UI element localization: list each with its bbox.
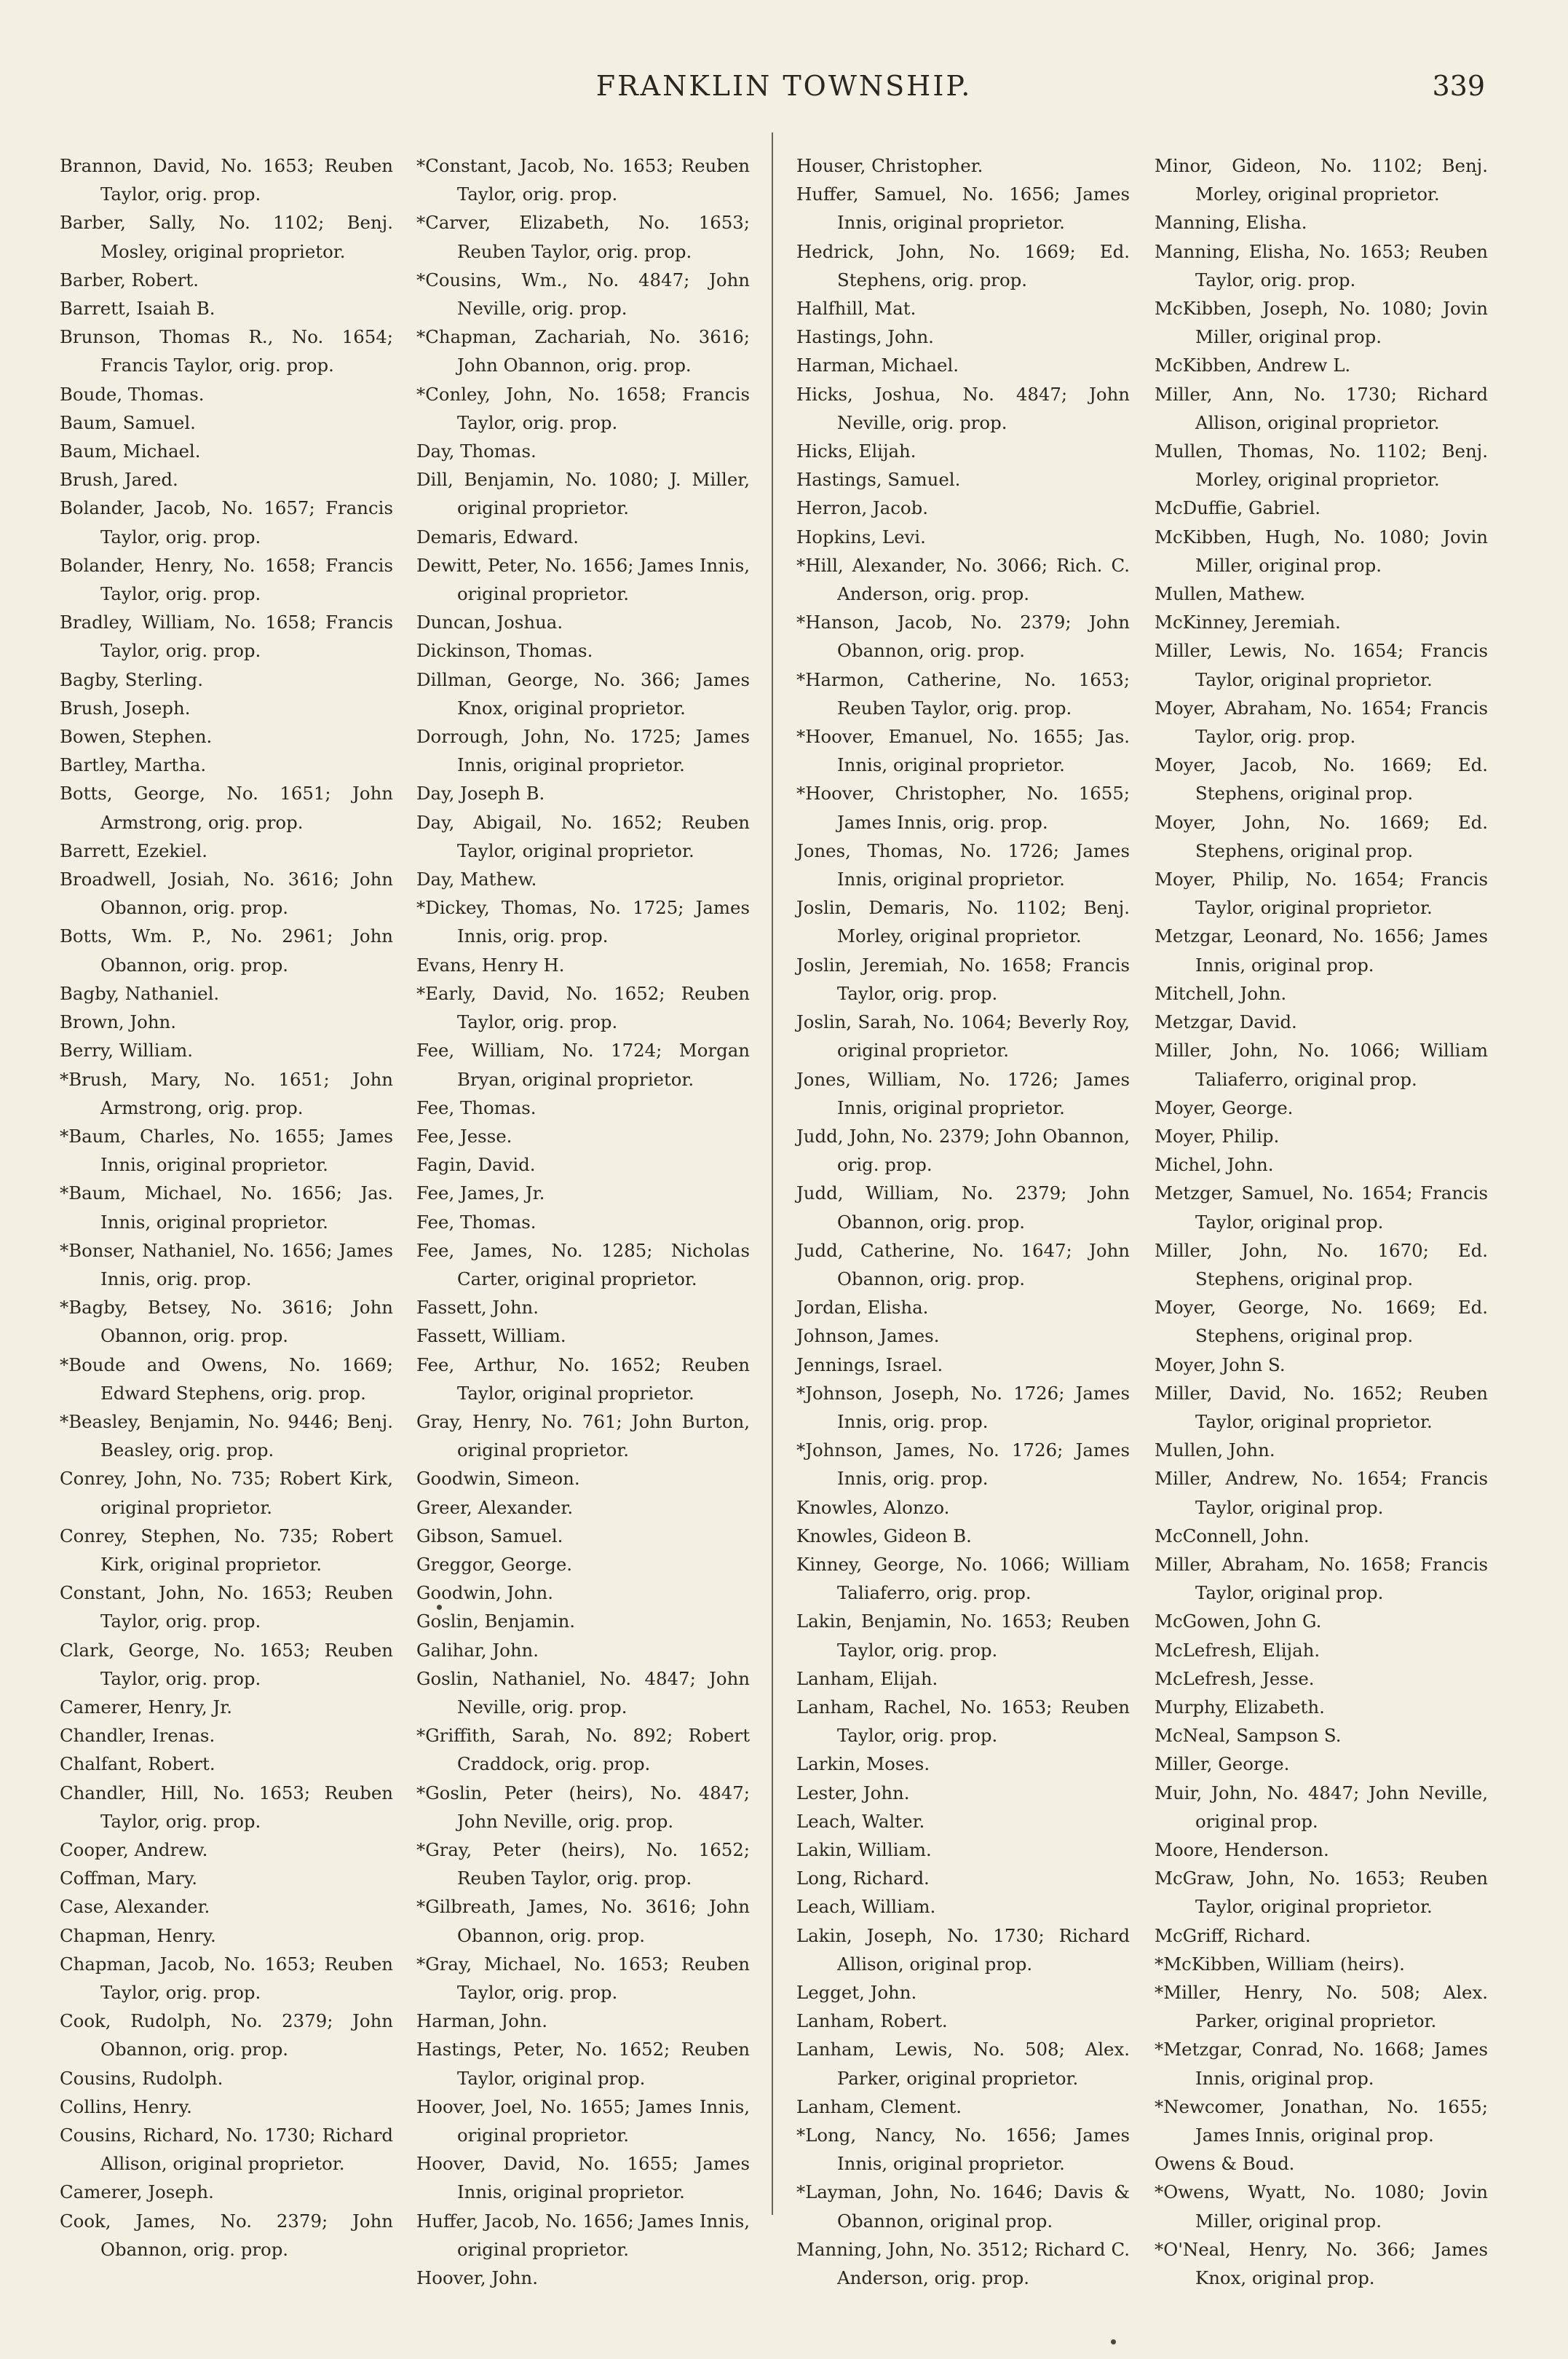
directory-entry: *Johnson, Joseph, No. 1726; James Innis, orig. prop. bbox=[796, 1382, 1130, 1432]
directory-entry: Larkin, Moses. bbox=[796, 1753, 930, 1775]
directory-entry: Barber, Sally, No. 1102; Benj. Mosley, original proprietor. bbox=[60, 212, 393, 262]
directory-entry: Fee, James, Jr. bbox=[416, 1182, 545, 1204]
directory-entry: Boude, Thomas. bbox=[60, 383, 205, 405]
directory-entry: Camerer, Henry, Jr. bbox=[60, 1696, 232, 1718]
directory-entry: Halfhill, Mat. bbox=[796, 298, 916, 320]
directory-entry: Johnson, James. bbox=[796, 1325, 940, 1347]
directory-entry: Galihar, John. bbox=[416, 1639, 539, 1661]
directory-entry: *Baum, Michael, No. 1656; Jas. Innis, original proprietor. bbox=[60, 1182, 393, 1233]
directory-entry: Clark, George, No. 1653; Reuben Taylor, orig. prop. bbox=[60, 1639, 393, 1689]
directory-entry: Mullen, Thomas, No. 1102; Benj. Morley, original proprietor. bbox=[1155, 440, 1488, 491]
directory-entry: *Gray, Peter (heirs), No. 1652; Reuben Taylor, orig. prop. bbox=[416, 1838, 750, 1889]
column-2 bbox=[416, 151, 750, 2292]
directory-entry: Joslin, Sarah, No. 1064; Beverly Roy, original proprietor. bbox=[796, 1011, 1130, 1062]
directory-entry: Fassett, William. bbox=[416, 1325, 566, 1347]
directory-entry: Judd, John, No. 2379; John Obannon, orig. prop. bbox=[796, 1125, 1130, 1176]
directory-entry: Moyer, Jacob, No. 1669; Ed. Stephens, original prop. bbox=[1155, 754, 1488, 805]
directory-entry: Fee, William, No. 1724; Morgan Bryan, original proprietor. bbox=[416, 1040, 750, 1090]
directory-entry: Joslin, Jeremiah, No. 1658; Francis Taylor, orig. prop. bbox=[796, 954, 1130, 1004]
directory-entry: Cousins, Richard, No. 1730; Richard Allison, original proprietor. bbox=[60, 2125, 393, 2175]
directory-entry: Goslin, Benjamin. bbox=[416, 1611, 576, 1632]
directory-entry: Day, Mathew. bbox=[416, 869, 537, 890]
directory-entry: Miller, John, No. 1670; Ed. Stephens, original prop. bbox=[1155, 1239, 1488, 1289]
directory-entry: Hicks, Elijah. bbox=[796, 440, 916, 462]
column-3 bbox=[796, 151, 1130, 2292]
directory-entry: Hoover, John. bbox=[416, 2267, 538, 2289]
directory-entry: *Miller, Henry, No. 508; Alex. Parker, original proprietor. bbox=[1155, 1982, 1488, 2032]
directory-entry: Dill, Benjamin, No. 1080; J. Miller, original proprietor. bbox=[416, 469, 750, 519]
directory-entry: McKibben, Andrew L. bbox=[1155, 355, 1351, 376]
directory-entry: Leach, William. bbox=[796, 1896, 936, 1918]
directory-entry: Leach, Walter. bbox=[796, 1810, 925, 1832]
directory-entry: Lester, John. bbox=[796, 1782, 910, 1803]
directory-entry: Legget, John. bbox=[796, 1982, 917, 2003]
directory-entry: Miller, Ann, No. 1730; Richard Allison, original proprietor. bbox=[1155, 383, 1488, 433]
directory-entry: Lakin, William. bbox=[796, 1838, 932, 1860]
directory-entry: Fee, Jesse. bbox=[416, 1125, 512, 1147]
directory-entry: McLefresh, Jesse. bbox=[1155, 1667, 1315, 1689]
directory-entry: Judd, William, No. 2379; John Obannon, orig. prop. bbox=[796, 1182, 1130, 1233]
directory-entry: Lanham, Clement. bbox=[796, 2095, 962, 2117]
directory-entry: Case, Alexander. bbox=[60, 1896, 210, 1918]
directory-entry: Moyer, Abraham, No. 1654; Francis Taylor, orig. prop. bbox=[1155, 697, 1488, 748]
directory-entry: Brunson, Thomas R., No. 1654; Francis Taylor, orig. prop. bbox=[60, 326, 393, 376]
directory-entry: *Johnson, James, No. 1726; James Innis, orig. prop. bbox=[796, 1439, 1130, 1490]
column-divider bbox=[772, 133, 773, 2215]
directory-entry: Moyer, Philip. bbox=[1155, 1125, 1280, 1147]
directory-entry: Mullen, Mathew. bbox=[1155, 583, 1306, 605]
column-1 bbox=[60, 151, 393, 2264]
directory-entry: *Owens, Wyatt, No. 1080; Jovin Miller, original prop. bbox=[1155, 2181, 1488, 2232]
directory-entry: Barber, Robert. bbox=[60, 269, 199, 291]
directory-entry: Collins, Henry. bbox=[60, 2095, 192, 2117]
directory-entry: *Harmon, Catherine, No. 1653; Reuben Taylor, orig. prop. bbox=[796, 668, 1130, 719]
directory-entry: Lanham, Elijah. bbox=[796, 1667, 938, 1689]
directory-entry: McGowen, John G. bbox=[1155, 1611, 1322, 1632]
directory-entry: Bagby, Nathaniel. bbox=[60, 982, 220, 1004]
directory-entry: Fee, James, No. 1285; Nicholas Carter, original proprietor. bbox=[416, 1239, 750, 1289]
directory-entry: McKinney, Jeremiah. bbox=[1155, 612, 1341, 633]
directory-entry: Baum, Michael. bbox=[60, 440, 201, 462]
directory-entry: Bartley, Martha. bbox=[60, 754, 207, 776]
directory-entry: Cook, James, No. 2379; John Obannon, orig. prop. bbox=[60, 2210, 393, 2260]
directory-entry: Coffman, Mary. bbox=[60, 1868, 198, 1889]
directory-entry: Knowles, Alonzo. bbox=[796, 1496, 950, 1518]
directory-entry: Goodwin, John. bbox=[416, 1582, 553, 1604]
page-number: 339 bbox=[1432, 70, 1485, 102]
directory-entry: Owens & Boud. bbox=[1155, 2153, 1295, 2175]
directory-entry: *Boude and Owens, No. 1669; Edward Stephens, orig. prop. bbox=[60, 1354, 393, 1404]
directory-entry: Dillman, George, No. 366; James Knox, original proprietor. bbox=[416, 668, 750, 719]
directory-entry: *Brush, Mary, No. 1651; John Armstrong, orig. prop. bbox=[60, 1068, 393, 1118]
directory-entry: Gray, Henry, No. 761; John Burton, original proprietor. bbox=[416, 1410, 750, 1461]
directory-entry: Metzgar, Leonard, No. 1656; James Innis, original prop. bbox=[1155, 925, 1488, 976]
directory-entry: Barrett, Isaiah B. bbox=[60, 298, 215, 320]
directory-entry: Bowen, Stephen. bbox=[60, 726, 213, 748]
directory-entry: Chapman, Henry. bbox=[60, 1924, 216, 1946]
directory-entry: Day, Joseph B. bbox=[416, 783, 545, 805]
directory-entry: Fagin, David. bbox=[416, 1154, 536, 1176]
directory-entry: Moyer, George. bbox=[1155, 1096, 1294, 1118]
directory-entry: *Hanson, Jacob, No. 2379; John Obannon, orig. prop. bbox=[796, 612, 1130, 662]
directory-entry: Houser, Christopher. bbox=[796, 155, 983, 176]
directory-entry: *Hill, Alexander, No. 3066; Rich. C. Anderson, orig. prop. bbox=[796, 554, 1130, 605]
directory-entry: Michel, John. bbox=[1155, 1154, 1274, 1176]
directory-entry: Manning, John, No. 3512; Richard C. Anderson, orig. prop. bbox=[796, 2238, 1130, 2289]
directory-entry: *Bagby, Betsey, No. 3616; John Obannon, orig. prop. bbox=[60, 1297, 393, 1347]
directory-entry: Bradley, William, No. 1658; Francis Taylor, orig. prop. bbox=[60, 612, 393, 662]
directory-entry: Cooper, Andrew. bbox=[60, 1838, 208, 1860]
directory-entry: *Metzgar, Conrad, No. 1668; James Innis, original prop. bbox=[1155, 2039, 1488, 2089]
directory-entry: Herron, Jacob. bbox=[796, 497, 928, 519]
directory-entry: Conrey, John, No. 735; Robert Kirk, original proprietor. bbox=[60, 1468, 393, 1518]
directory-entry: *Beasley, Benjamin, No. 9446; Benj. Beasley, orig. prop. bbox=[60, 1410, 393, 1461]
directory-entry: Miller, Lewis, No. 1654; Francis Taylor, original proprietor. bbox=[1155, 640, 1488, 690]
directory-entry: Judd, Catherine, No. 1647; John Obannon, orig. prop. bbox=[796, 1239, 1130, 1289]
directory-entry: Brannon, David, No. 1653; Reuben Taylor, orig. prop. bbox=[60, 155, 393, 205]
directory-entry: *Chapman, Zachariah, No. 3616; John Obannon, orig. prop. bbox=[416, 326, 750, 376]
directory-entry: Fee, Thomas. bbox=[416, 1096, 536, 1118]
directory-entry: *Long, Nancy, No. 1656; James Innis, original proprietor. bbox=[796, 2125, 1130, 2175]
directory-entry: *Gilbreath, James, No. 3616; John Obannon, orig. prop. bbox=[416, 1896, 750, 1946]
directory-entry: McDuffie, Gabriel. bbox=[1155, 497, 1321, 519]
directory-entry: McLefresh, Elijah. bbox=[1155, 1639, 1320, 1661]
directory-entry: Hedrick, John, No. 1669; Ed. Stephens, orig. prop. bbox=[796, 240, 1130, 291]
directory-entry: Botts, Wm. P., No. 2961; John Obannon, orig. prop. bbox=[60, 925, 393, 976]
directory-entry: Demaris, Edward. bbox=[416, 526, 579, 548]
directory-entry: McKibben, Joseph, No. 1080; Jovin Miller, original prop. bbox=[1155, 298, 1488, 348]
directory-entry: Duncan, Joshua. bbox=[416, 612, 563, 633]
directory-entry: *Gray, Michael, No. 1653; Reuben Taylor, orig. prop. bbox=[416, 1953, 750, 2003]
directory-entry: *Goslin, Peter (heirs), No. 4847; John Neville, orig. prop. bbox=[416, 1782, 750, 1832]
directory-entry: McConnell, John. bbox=[1155, 1525, 1310, 1546]
directory-entry: Berry, William. bbox=[60, 1040, 193, 1062]
directory-entry: Greggor, George. bbox=[416, 1553, 573, 1575]
directory-entry: Lanham, Rachel, No. 1653; Reuben Taylor, orig. prop. bbox=[796, 1696, 1130, 1747]
directory-entry: Baum, Samuel. bbox=[60, 411, 196, 433]
directory-entry: Goodwin, Simeon. bbox=[416, 1468, 580, 1490]
directory-entry: Huffer, Samuel, No. 1656; James Innis, original proprietor. bbox=[796, 183, 1130, 234]
directory-entry: *Hoover, Emanuel, No. 1655; Jas. Innis, original proprietor. bbox=[796, 726, 1130, 776]
directory-entry: Hoover, Joel, No. 1655; James Innis, original proprietor. bbox=[416, 2095, 750, 2146]
directory-entry: Constant, John, No. 1653; Reuben Taylor, orig. prop. bbox=[60, 1582, 393, 1632]
directory-entry: Metzgar, David. bbox=[1155, 1011, 1297, 1033]
directory-entry: Mullen, John. bbox=[1155, 1439, 1275, 1461]
directory-entry: *Newcomer, Jonathan, No. 1655; James Innis, original prop. bbox=[1155, 2095, 1488, 2146]
directory-entry: Knowles, Gideon B. bbox=[796, 1525, 972, 1546]
directory-entry: Bagby, Sterling. bbox=[60, 668, 204, 690]
directory-entry: Long, Richard. bbox=[796, 1868, 930, 1889]
directory-entry: Hastings, John. bbox=[796, 326, 934, 348]
directory-entry: *Griffith, Sarah, No. 892; Robert Craddock, orig. prop. bbox=[416, 1725, 750, 1775]
directory-entry: *Bonser, Nathaniel, No. 1656; James Innis, orig. prop. bbox=[60, 1239, 393, 1289]
directory-entry: Chandler, Irenas. bbox=[60, 1725, 215, 1747]
directory-entry: Cook, Rudolph, No. 2379; John Obannon, orig. prop. bbox=[60, 2010, 393, 2060]
directory-entry: Mitchell, John. bbox=[1155, 982, 1287, 1004]
directory-entry: *Constant, Jacob, No. 1653; Reuben Taylor, orig. prop. bbox=[416, 155, 750, 205]
page-header bbox=[0, 70, 1568, 114]
directory-entry: Minor, Gideon, No. 1102; Benj. Morley, original proprietor. bbox=[1155, 155, 1488, 205]
directory-entry: Murphy, Elizabeth. bbox=[1155, 1696, 1325, 1718]
directory-entry: Hicks, Joshua, No. 4847; John Neville, orig. prop. bbox=[796, 383, 1130, 433]
directory-entry: Fee, Arthur, No. 1652; Reuben Taylor, original proprietor. bbox=[416, 1354, 750, 1404]
margin-dot bbox=[1111, 2339, 1116, 2344]
directory-entry: Miller, John, No. 1066; William Taliaferro, original prop. bbox=[1155, 1040, 1488, 1090]
directory-entry: Goslin, Nathaniel, No. 4847; John Neville, orig. prop. bbox=[416, 1667, 750, 1718]
directory-entry: Huffer, Jacob, No. 1656; James Innis, original proprietor. bbox=[416, 2210, 750, 2260]
directory-entry: Chapman, Jacob, No. 1653; Reuben Taylor, orig. prop. bbox=[60, 1953, 393, 2003]
directory-entry: *Early, David, No. 1652; Reuben Taylor, orig. prop. bbox=[416, 982, 750, 1033]
directory-entry: Bolander, Jacob, No. 1657; Francis Taylor, orig. prop. bbox=[60, 497, 393, 548]
directory-entry: Dorrough, John, No. 1725; James Innis, original proprietor. bbox=[416, 726, 750, 776]
directory-entry: Day, Thomas. bbox=[416, 440, 536, 462]
directory-entry: Fassett, John. bbox=[416, 1297, 539, 1319]
directory-entry: Hoover, David, No. 1655; James Innis, original proprietor. bbox=[416, 2153, 750, 2203]
directory-entry: Broadwell, Josiah, No. 3616; John Obannon, orig. prop. bbox=[60, 869, 393, 919]
directory-entry: McGraw, John, No. 1653; Reuben Taylor, original proprietor. bbox=[1155, 1868, 1488, 1918]
directory-entry: Lanham, Robert. bbox=[796, 2010, 948, 2032]
directory-entry: Miller, Abraham, No. 1658; Francis Taylor, original prop. bbox=[1155, 1553, 1488, 1604]
directory-entry: Greer, Alexander. bbox=[416, 1496, 574, 1518]
directory-entry: Fee, Thomas. bbox=[416, 1211, 536, 1233]
directory-entry: *McKibben, William (heirs). bbox=[1155, 1953, 1405, 1975]
directory-entry: Conrey, Stephen, No. 735; Robert Kirk, original proprietor. bbox=[60, 1525, 393, 1575]
directory-entry: Brush, Joseph. bbox=[60, 697, 191, 719]
directory-entry: *Carver, Elizabeth, No. 1653; Reuben Taylor, orig. prop. bbox=[416, 212, 750, 262]
directory-entry: *Conley, John, No. 1658; Francis Taylor, orig. prop. bbox=[416, 383, 750, 433]
directory-entry: Harman, Michael. bbox=[796, 355, 959, 376]
directory-entry: Harman, John. bbox=[416, 2010, 547, 2032]
directory-entry: Moore, Henderson. bbox=[1155, 1838, 1329, 1860]
directory-entry: Lakin, Joseph, No. 1730; Richard Allison, original prop. bbox=[796, 1924, 1130, 1975]
directory-entry: Miller, David, No. 1652; Reuben Taylor, original proprietor. bbox=[1155, 1382, 1488, 1432]
directory-entry: Jones, Thomas, No. 1726; James Innis, original proprietor. bbox=[796, 839, 1130, 890]
directory-entry: Evans, Henry H. bbox=[416, 954, 565, 976]
directory-entry: McGriff, Richard. bbox=[1155, 1924, 1311, 1946]
directory-entry: Miller, George. bbox=[1155, 1753, 1290, 1775]
directory-entry: Kinney, George, No. 1066; William Taliaferro, orig. prop. bbox=[796, 1553, 1130, 1604]
directory-entry: *Baum, Charles, No. 1655; James Innis, original proprietor. bbox=[60, 1125, 393, 1176]
directory-entry: Dickinson, Thomas. bbox=[416, 640, 593, 662]
directory-entry: Day, Abigail, No. 1652; Reuben Taylor, original proprietor. bbox=[416, 811, 750, 861]
directory-entry: Brush, Jared. bbox=[60, 469, 178, 491]
directory-entry: Moyer, John, No. 1669; Ed. Stephens, original prop. bbox=[1155, 811, 1488, 861]
directory-entry: Cousins, Rudolph. bbox=[60, 2067, 223, 2089]
column-4 bbox=[1155, 151, 1488, 2292]
directory-entry: Muir, John, No. 4847; John Neville, original prop. bbox=[1155, 1782, 1488, 1832]
directory-entry: *Dickey, Thomas, No. 1725; James Innis, orig. prop. bbox=[416, 897, 750, 947]
directory-entry: McNeal, Sampson S. bbox=[1155, 1725, 1342, 1747]
page-title: FRANKLIN TOWNSHIP. bbox=[595, 70, 973, 102]
directory-entry: *O'Neal, Henry, No. 366; James Knox, original prop. bbox=[1155, 2238, 1488, 2289]
directory-entry: Brown, John. bbox=[60, 1011, 176, 1033]
directory-entry: Metzger, Samuel, No. 1654; Francis Taylor, original prop. bbox=[1155, 1182, 1488, 1233]
directory-entry: Miller, Andrew, No. 1654; Francis Taylor, original prop. bbox=[1155, 1468, 1488, 1518]
directory-entry: Hastings, Peter, No. 1652; Reuben Taylor, original prop. bbox=[416, 2039, 750, 2089]
directory-entry: Jordan, Elisha. bbox=[796, 1297, 929, 1319]
directory-entry: Lanham, Lewis, No. 508; Alex. Parker, original proprietor. bbox=[796, 2039, 1130, 2089]
directory-entry: Jennings, Israel. bbox=[796, 1354, 943, 1375]
directory-entry: Moyer, John S. bbox=[1155, 1354, 1286, 1375]
directory-entry: Gibson, Samuel. bbox=[416, 1525, 563, 1546]
directory-entry: Botts, George, No. 1651; John Armstrong, orig. prop. bbox=[60, 783, 393, 833]
directory-entry: Manning, Elisha. bbox=[1155, 212, 1307, 234]
directory-entry: Hopkins, Levi. bbox=[796, 526, 926, 548]
directory-entry: Chandler, Hill, No. 1653; Reuben Taylor, orig. prop. bbox=[60, 1782, 393, 1832]
directory-entry: Chalfant, Robert. bbox=[60, 1753, 215, 1775]
directory-entry: Dewitt, Peter, No. 1656; James Innis, original proprietor. bbox=[416, 554, 750, 605]
directory-entry: *Hoover, Christopher, No. 1655; James Innis, orig. prop. bbox=[796, 783, 1130, 833]
directory-entry: Moyer, Philip, No. 1654; Francis Taylor, original proprietor. bbox=[1155, 869, 1488, 919]
directory-entry: Jones, William, No. 1726; James Innis, original proprietor. bbox=[796, 1068, 1130, 1118]
directory-entry: *Cousins, Wm., No. 4847; John Neville, orig. prop. bbox=[416, 269, 750, 320]
directory-entry: McKibben, Hugh, No. 1080; Jovin Miller, original prop. bbox=[1155, 526, 1488, 576]
directory-entry: Bolander, Henry, No. 1658; Francis Taylor, orig. prop. bbox=[60, 554, 393, 605]
directory-entry: Barrett, Ezekiel. bbox=[60, 839, 207, 861]
directory-entry: *Layman, John, No. 1646; Davis & Obannon, original prop. bbox=[796, 2181, 1130, 2232]
directory-entry: Moyer, George, No. 1669; Ed. Stephens, original prop. bbox=[1155, 1297, 1488, 1347]
directory-entry: Lakin, Benjamin, No. 1653; Reuben Taylor, orig. prop. bbox=[796, 1611, 1130, 1661]
directory-entry: Manning, Elisha, No. 1653; Reuben Taylor, orig. prop. bbox=[1155, 240, 1488, 291]
directory-entry: Joslin, Demaris, No. 1102; Benj. Morley, original proprietor. bbox=[796, 897, 1130, 947]
directory-entry: Hastings, Samuel. bbox=[796, 469, 961, 491]
directory-entry: Camerer, Joseph. bbox=[60, 2181, 214, 2203]
